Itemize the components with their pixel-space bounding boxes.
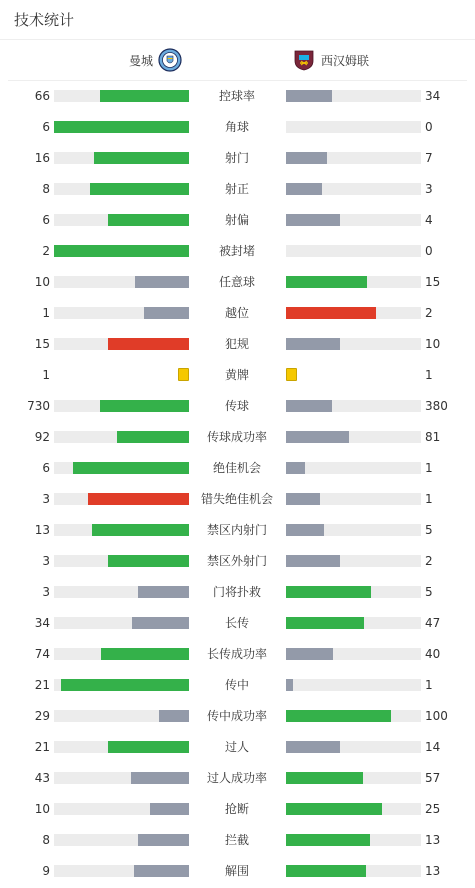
home-value: 3 bbox=[42, 492, 50, 506]
home-bar-fill bbox=[88, 493, 189, 505]
home-value: 9 bbox=[42, 864, 50, 878]
home-value: 6 bbox=[42, 213, 50, 227]
stat-row bbox=[0, 298, 475, 329]
away-bar-fill bbox=[286, 834, 370, 846]
stat-label: 角球 bbox=[224, 120, 249, 134]
home-bar-track bbox=[54, 648, 189, 660]
away-bar-fill bbox=[286, 400, 332, 412]
stat-row bbox=[0, 763, 475, 794]
stat-label: 控球率 bbox=[218, 89, 255, 103]
away-bar-fill bbox=[286, 90, 332, 102]
away-bar-fill bbox=[286, 276, 367, 288]
home-value: 21 bbox=[34, 740, 50, 754]
home-team[interactable] bbox=[124, 40, 182, 80]
home-bar-fill bbox=[138, 586, 189, 598]
stat-row bbox=[0, 391, 475, 422]
home-bar-track bbox=[54, 524, 189, 536]
stat-row bbox=[0, 205, 475, 236]
stat-label: 越位 bbox=[224, 306, 249, 320]
away-value: 7 bbox=[425, 151, 433, 165]
home-value: 92 bbox=[34, 430, 50, 444]
home-bar-fill bbox=[108, 214, 189, 226]
home-bar-fill bbox=[144, 307, 189, 319]
stat-label: 解围 bbox=[224, 864, 249, 878]
home-value: 10 bbox=[34, 275, 50, 289]
home-value: 2 bbox=[42, 244, 50, 258]
home-value: 66 bbox=[34, 89, 50, 103]
home-value: 3 bbox=[42, 554, 50, 568]
away-value: 15 bbox=[425, 275, 441, 289]
home-bar-track bbox=[54, 679, 189, 691]
home-value: 16 bbox=[34, 151, 50, 165]
stats-list bbox=[0, 81, 475, 887]
away-bar-track bbox=[286, 276, 421, 288]
home-bar-track bbox=[54, 710, 189, 722]
away-bar-fill bbox=[286, 524, 324, 536]
home-bar-fill bbox=[73, 462, 189, 474]
stat-label: 长传成功率 bbox=[206, 647, 267, 661]
stat-row bbox=[0, 825, 475, 856]
stat-label: 禁区外射门 bbox=[206, 554, 267, 568]
away-bar-track bbox=[286, 555, 421, 567]
stat-label: 传球成功率 bbox=[206, 430, 267, 444]
away-bar-track bbox=[286, 431, 421, 443]
home-value: 3 bbox=[42, 585, 50, 599]
away-value: 1 bbox=[425, 678, 433, 692]
away-value: 2 bbox=[425, 554, 433, 568]
page-title: 技术统计 bbox=[14, 11, 75, 29]
away-bar-fill bbox=[286, 152, 327, 164]
stat-row bbox=[0, 236, 475, 267]
away-bar-fill bbox=[286, 338, 340, 350]
home-value: 1 bbox=[42, 306, 50, 320]
away-bar-fill bbox=[286, 555, 340, 567]
home-bar-track bbox=[54, 276, 189, 288]
home-bar-fill bbox=[150, 803, 189, 815]
stat-label: 长传 bbox=[224, 616, 249, 630]
away-value: 57 bbox=[425, 771, 441, 785]
stat-row bbox=[0, 701, 475, 732]
home-bar-track bbox=[54, 90, 189, 102]
away-value: 0 bbox=[425, 244, 433, 258]
away-bar-track bbox=[286, 214, 421, 226]
home-value: 730 bbox=[27, 399, 50, 413]
stat-label: 过人 bbox=[224, 740, 249, 754]
home-bar-fill bbox=[61, 679, 189, 691]
away-bar-fill bbox=[286, 214, 340, 226]
stat-row bbox=[0, 670, 475, 701]
away-bar-fill bbox=[286, 772, 363, 784]
away-value: 380 bbox=[425, 399, 448, 413]
away-value: 1 bbox=[425, 461, 433, 475]
away-bar-track bbox=[286, 493, 421, 505]
away-value: 81 bbox=[425, 430, 441, 444]
home-value: 8 bbox=[42, 833, 50, 847]
home-bar-track bbox=[54, 803, 189, 815]
home-bar-track bbox=[54, 431, 189, 443]
away-bar-track bbox=[286, 834, 421, 846]
away-bar-fill bbox=[286, 183, 322, 195]
stat-row bbox=[0, 267, 475, 298]
home-bar-fill bbox=[108, 741, 189, 753]
home-value: 29 bbox=[34, 709, 50, 723]
away-bar-track bbox=[286, 90, 421, 102]
stat-label: 射门 bbox=[224, 151, 249, 165]
stat-row bbox=[0, 453, 475, 484]
away-bar-track bbox=[286, 679, 421, 691]
home-bar-track bbox=[54, 462, 189, 474]
stat-label: 禁区内射门 bbox=[206, 523, 267, 537]
stat-row bbox=[0, 422, 475, 453]
away-bar-fill bbox=[286, 493, 320, 505]
stat-label: 任意球 bbox=[218, 275, 255, 289]
away-bar-track bbox=[286, 307, 421, 319]
home-bar-track bbox=[54, 214, 189, 226]
away-bar-track bbox=[286, 338, 421, 350]
stat-row bbox=[0, 81, 475, 112]
away-bar-track bbox=[286, 152, 421, 164]
home-bar-fill bbox=[159, 710, 189, 722]
stat-label: 过人成功率 bbox=[206, 771, 267, 785]
away-bar-track bbox=[286, 803, 421, 815]
away-value: 14 bbox=[425, 740, 441, 754]
away-bar-fill bbox=[286, 431, 349, 443]
home-bar-track bbox=[54, 121, 189, 133]
stat-label: 传中成功率 bbox=[206, 709, 267, 723]
home-bar-track bbox=[54, 865, 189, 877]
away-bar-track bbox=[286, 617, 421, 629]
home-value: 13 bbox=[34, 523, 50, 537]
stat-row bbox=[0, 360, 475, 391]
home-bar-track bbox=[54, 834, 189, 846]
away-bar-fill bbox=[286, 741, 340, 753]
away-value: 2 bbox=[425, 306, 433, 320]
away-bar-track bbox=[286, 245, 421, 257]
stat-label: 射偏 bbox=[224, 213, 249, 227]
home-value: 43 bbox=[34, 771, 50, 785]
home-bar-fill bbox=[54, 121, 189, 133]
away-bar-track bbox=[286, 772, 421, 784]
yellow-card-icon bbox=[286, 368, 297, 381]
away-bar-track bbox=[286, 586, 421, 598]
home-bar-fill bbox=[108, 555, 189, 567]
stats-header bbox=[0, 0, 475, 40]
home-value: 8 bbox=[42, 182, 50, 196]
away-bar-track bbox=[286, 400, 421, 412]
home-bar-fill bbox=[101, 648, 189, 660]
home-team-name: 曼城 bbox=[128, 53, 153, 68]
manchester-city-logo-icon bbox=[158, 48, 182, 72]
stat-row bbox=[0, 608, 475, 639]
away-value: 1 bbox=[425, 492, 433, 506]
away-value: 3 bbox=[425, 182, 433, 196]
away-value: 100 bbox=[425, 709, 448, 723]
away-bar-fill bbox=[286, 710, 391, 722]
home-bar-fill bbox=[100, 400, 189, 412]
home-bar-fill bbox=[131, 772, 189, 784]
stat-row bbox=[0, 174, 475, 205]
stat-row bbox=[0, 577, 475, 608]
away-value: 47 bbox=[425, 616, 441, 630]
stat-label: 错失绝佳机会 bbox=[200, 492, 273, 506]
yellow-card-icon bbox=[178, 368, 189, 381]
stat-label: 传中 bbox=[224, 678, 249, 692]
home-value: 21 bbox=[34, 678, 50, 692]
home-bar-fill bbox=[94, 152, 189, 164]
stat-label: 射正 bbox=[224, 182, 249, 196]
home-bar-track bbox=[54, 245, 189, 257]
stat-label: 拦截 bbox=[224, 833, 249, 847]
away-bar-track bbox=[286, 121, 421, 133]
stat-row bbox=[0, 732, 475, 763]
stat-label: 被封堵 bbox=[218, 244, 255, 258]
home-bar-track bbox=[54, 152, 189, 164]
stat-label: 传球 bbox=[224, 399, 249, 413]
home-bar-track bbox=[54, 183, 189, 195]
stat-label: 门将扑救 bbox=[212, 585, 261, 599]
home-bar-fill bbox=[90, 183, 189, 195]
home-value: 74 bbox=[34, 647, 50, 661]
home-bar-track bbox=[54, 586, 189, 598]
away-value: 13 bbox=[425, 833, 441, 847]
away-value: 40 bbox=[425, 647, 441, 661]
home-bar-fill bbox=[54, 245, 189, 257]
away-bar-fill bbox=[286, 648, 333, 660]
away-bar-fill bbox=[286, 586, 371, 598]
away-value: 13 bbox=[425, 864, 441, 878]
home-bar-fill bbox=[138, 834, 189, 846]
away-bar-fill bbox=[286, 803, 382, 815]
away-bar-track bbox=[286, 183, 421, 195]
home-value: 6 bbox=[42, 120, 50, 134]
away-value: 34 bbox=[425, 89, 441, 103]
away-bar-track bbox=[286, 524, 421, 536]
home-bar-fill bbox=[134, 865, 189, 877]
home-bar-fill bbox=[135, 276, 189, 288]
away-bar-fill bbox=[286, 679, 293, 691]
home-bar-track bbox=[54, 493, 189, 505]
away-bar-fill bbox=[286, 307, 376, 319]
home-bar-fill bbox=[117, 431, 189, 443]
away-bar-fill bbox=[286, 617, 364, 629]
away-team[interactable] bbox=[292, 40, 374, 80]
stat-label: 黄牌 bbox=[224, 368, 249, 382]
west-ham-logo-icon bbox=[292, 48, 316, 72]
stat-row bbox=[0, 484, 475, 515]
home-value: 6 bbox=[42, 461, 50, 475]
away-bar-track bbox=[286, 462, 421, 474]
away-value: 1 bbox=[425, 368, 433, 382]
stat-row bbox=[0, 143, 475, 174]
home-bar-track bbox=[54, 741, 189, 753]
home-value: 34 bbox=[34, 616, 50, 630]
home-bar-track bbox=[54, 338, 189, 350]
home-bar-track bbox=[54, 400, 189, 412]
home-value: 1 bbox=[42, 368, 50, 382]
home-bar-track bbox=[54, 555, 189, 567]
away-team-name: 西汉姆联 bbox=[321, 53, 370, 68]
home-bar-fill bbox=[108, 338, 189, 350]
away-bar-fill bbox=[286, 865, 366, 877]
stat-row bbox=[0, 329, 475, 360]
teams-bar bbox=[8, 40, 467, 81]
stat-row bbox=[0, 546, 475, 577]
stat-label: 犯规 bbox=[224, 337, 249, 351]
away-value: 5 bbox=[425, 585, 433, 599]
away-value: 10 bbox=[425, 337, 441, 351]
home-value: 10 bbox=[34, 802, 50, 816]
home-bar-fill bbox=[92, 524, 189, 536]
away-bar-track bbox=[286, 741, 421, 753]
away-value: 5 bbox=[425, 523, 433, 537]
stat-label: 绝佳机会 bbox=[212, 461, 261, 475]
away-value: 25 bbox=[425, 802, 441, 816]
stat-row bbox=[0, 639, 475, 670]
stat-label: 抢断 bbox=[224, 802, 249, 816]
stat-row bbox=[0, 856, 475, 887]
away-bar-fill bbox=[286, 462, 305, 474]
home-bar-track bbox=[54, 307, 189, 319]
home-value: 15 bbox=[34, 337, 50, 351]
home-bar-fill bbox=[132, 617, 189, 629]
stat-row bbox=[0, 515, 475, 546]
home-bar-track bbox=[54, 617, 189, 629]
home-bar-track bbox=[54, 772, 189, 784]
away-value: 4 bbox=[425, 213, 433, 227]
home-bar-fill bbox=[100, 90, 189, 102]
stat-row bbox=[0, 794, 475, 825]
away-value: 0 bbox=[425, 120, 433, 134]
away-bar-track bbox=[286, 710, 421, 722]
away-bar-track bbox=[286, 865, 421, 877]
stat-row bbox=[0, 112, 475, 143]
away-bar-track bbox=[286, 648, 421, 660]
